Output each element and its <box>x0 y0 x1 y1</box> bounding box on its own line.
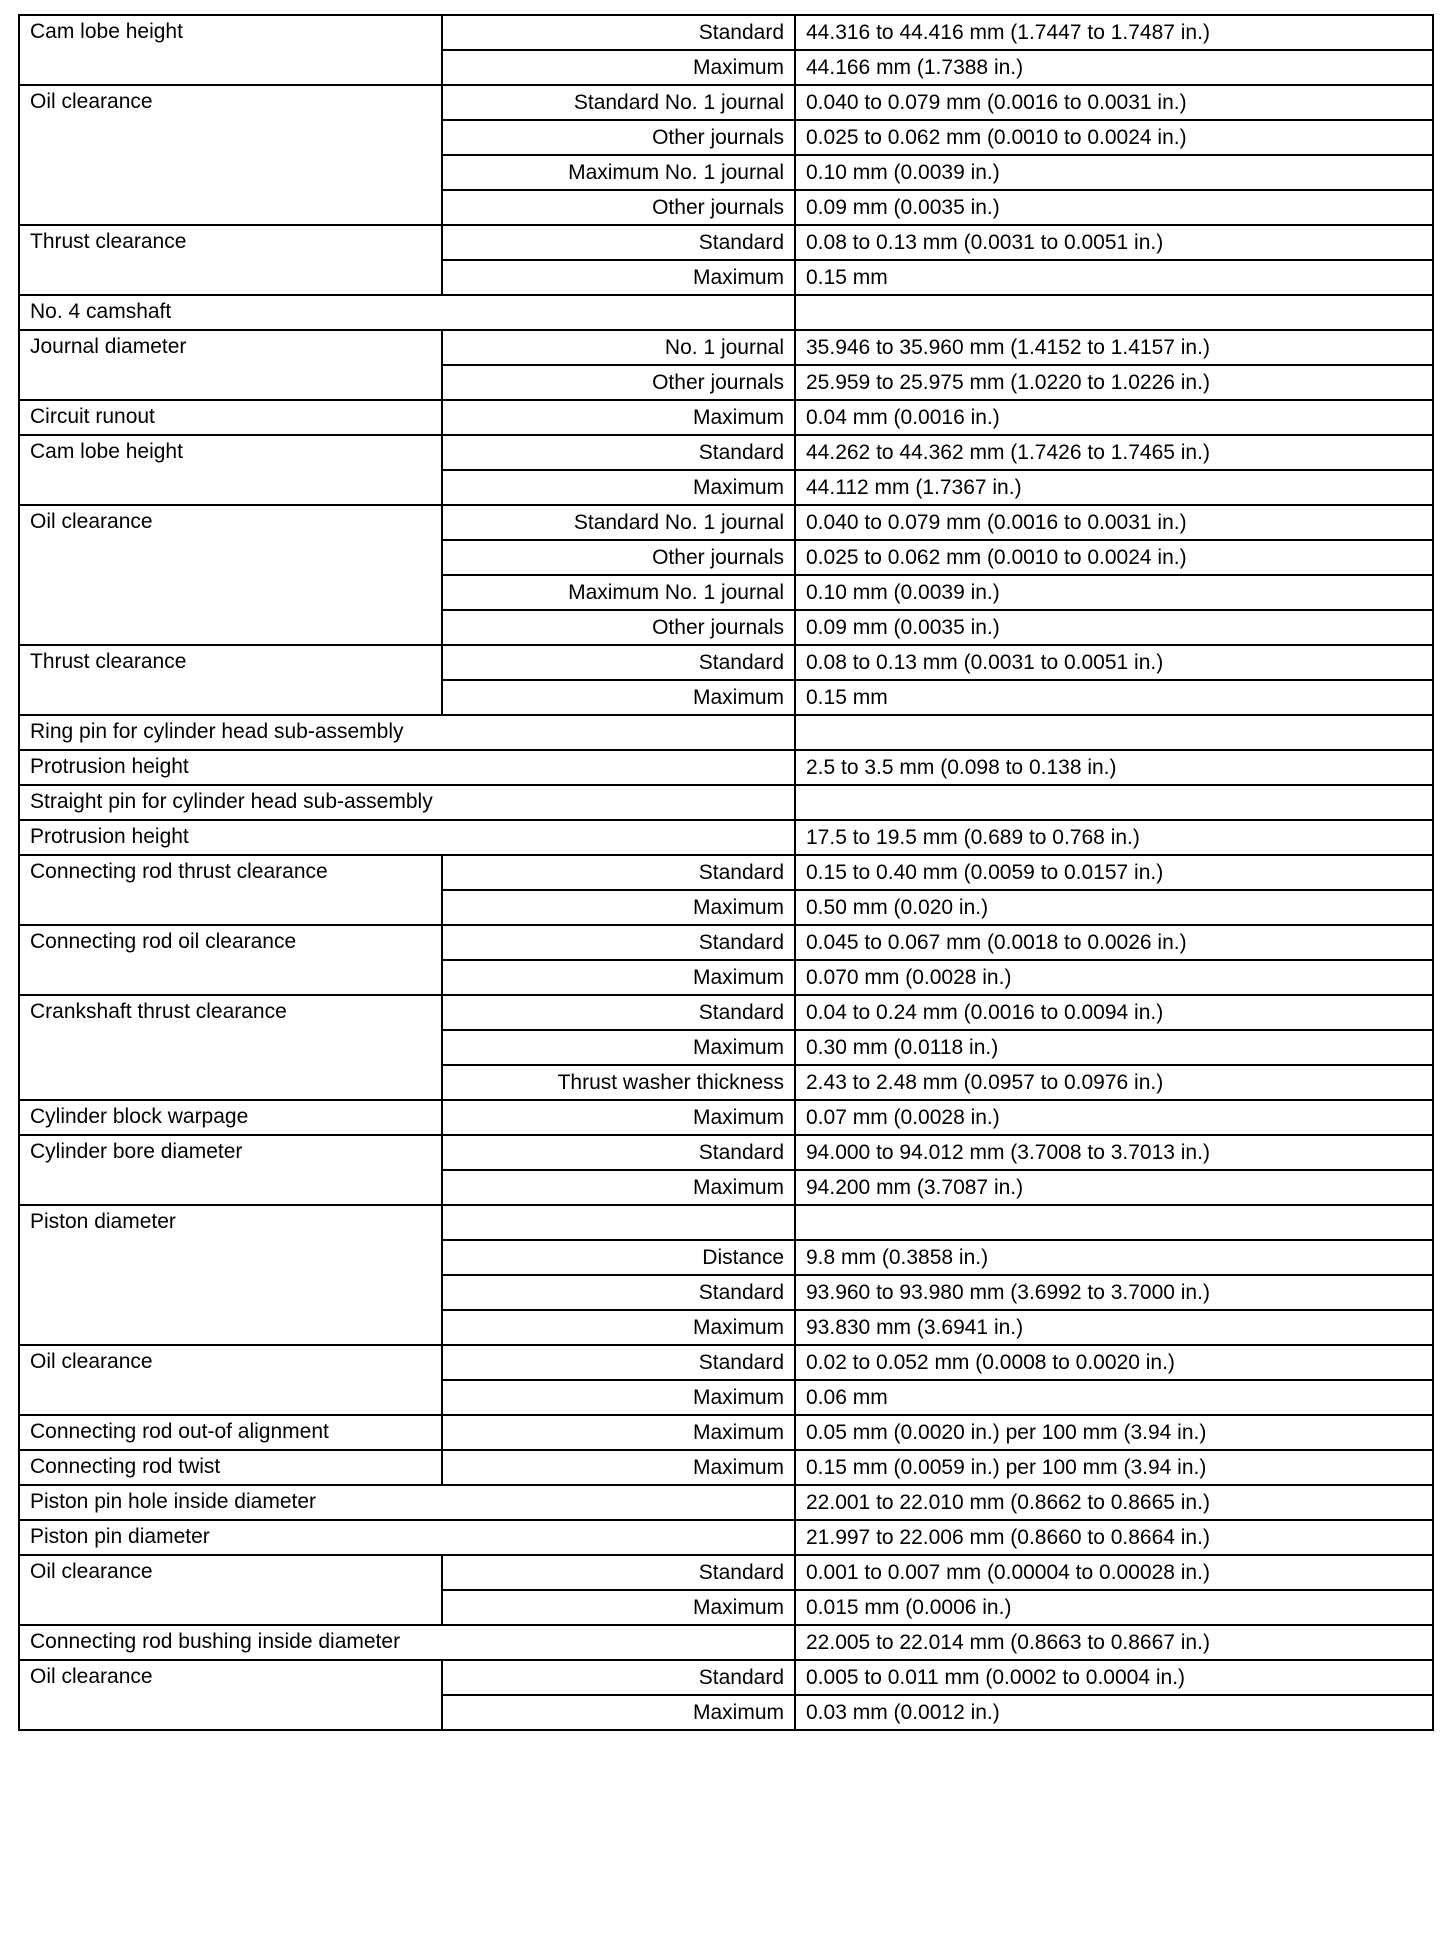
table-row <box>19 785 1433 820</box>
item-cell: Cylinder block warpage <box>19 1100 442 1135</box>
table-row <box>19 1485 1433 1520</box>
item-cell: Piston pin hole inside diameter <box>19 1485 795 1520</box>
value-cell: 0.04 mm (0.0016 in.) <box>795 400 1433 435</box>
condition-cell: Standard <box>442 15 795 50</box>
value-cell: 0.025 to 0.062 mm (0.0010 to 0.0024 in.) <box>795 120 1433 155</box>
value-cell: 44.316 to 44.416 mm (1.7447 to 1.7487 in.) <box>795 15 1433 50</box>
condition-cell: Maximum <box>442 960 795 995</box>
table-row <box>19 820 1433 855</box>
value-cell: 44.166 mm (1.7388 in.) <box>795 50 1433 85</box>
value-cell: 0.040 to 0.079 mm (0.0016 to 0.0031 in.) <box>795 505 1433 540</box>
condition-cell: No. 1 journal <box>442 330 795 365</box>
value-cell: 0.02 to 0.052 mm (0.0008 to 0.0020 in.) <box>795 1345 1433 1380</box>
value-cell: 0.09 mm (0.0035 in.) <box>795 190 1433 225</box>
condition-cell: Maximum <box>442 1310 795 1345</box>
condition-cell: Standard <box>442 1275 795 1310</box>
value-cell: 0.15 mm <box>795 680 1433 715</box>
condition-cell: Other journals <box>442 540 795 575</box>
condition-cell: Standard <box>442 1135 795 1170</box>
item-cell: Oil clearance <box>19 85 442 225</box>
item-cell: Circuit runout <box>19 400 442 435</box>
condition-cell: Maximum <box>442 680 795 715</box>
condition-cell: Standard No. 1 journal <box>442 85 795 120</box>
value-cell: 94.000 to 94.012 mm (3.7008 to 3.7013 in.) <box>795 1135 1433 1170</box>
value-cell: 0.040 to 0.079 mm (0.0016 to 0.0031 in.) <box>795 85 1433 120</box>
condition-cell: Other journals <box>442 120 795 155</box>
value-cell: 0.07 mm (0.0028 in.) <box>795 1100 1433 1135</box>
value-cell: 0.070 mm (0.0028 in.) <box>795 960 1433 995</box>
condition-cell: Other journals <box>442 365 795 400</box>
condition-cell: Other journals <box>442 610 795 645</box>
item-cell: Oil clearance <box>19 1345 442 1415</box>
value-cell: 0.05 mm (0.0020 in.) per 100 mm (3.94 in.) <box>795 1415 1433 1450</box>
spec-table-body <box>19 15 1433 1730</box>
item-cell: Journal diameter <box>19 330 442 400</box>
table-row <box>19 295 1433 330</box>
table-row <box>19 855 1433 890</box>
table-row <box>19 400 1433 435</box>
condition-cell <box>442 1205 795 1240</box>
condition-cell: Maximum <box>442 400 795 435</box>
value-cell: 21.997 to 22.006 mm (0.8660 to 0.8664 in.) <box>795 1520 1433 1555</box>
value-cell: 2.43 to 2.48 mm (0.0957 to 0.0976 in.) <box>795 1065 1433 1100</box>
condition-cell: Standard No. 1 journal <box>442 505 795 540</box>
value-cell <box>795 785 1433 820</box>
value-cell: 9.8 mm (0.3858 in.) <box>795 1240 1433 1275</box>
value-cell: 0.15 to 0.40 mm (0.0059 to 0.0157 in.) <box>795 855 1433 890</box>
value-cell: 22.001 to 22.010 mm (0.8662 to 0.8665 in.) <box>795 1485 1433 1520</box>
table-row <box>19 225 1433 260</box>
value-cell: 0.005 to 0.011 mm (0.0002 to 0.0004 in.) <box>795 1660 1433 1695</box>
table-row <box>19 1625 1433 1660</box>
condition-cell: Thrust washer thickness <box>442 1065 795 1100</box>
value-cell: 2.5 to 3.5 mm (0.098 to 0.138 in.) <box>795 750 1433 785</box>
value-cell <box>795 295 1433 330</box>
value-cell: 93.830 mm (3.6941 in.) <box>795 1310 1433 1345</box>
value-cell: 0.10 mm (0.0039 in.) <box>795 575 1433 610</box>
table-row <box>19 750 1433 785</box>
condition-cell: Standard <box>442 225 795 260</box>
condition-cell: Maximum <box>442 1380 795 1415</box>
condition-cell: Standard <box>442 645 795 680</box>
table-row <box>19 15 1433 50</box>
value-cell <box>795 715 1433 750</box>
table-row <box>19 1660 1433 1695</box>
condition-cell: Standard <box>442 855 795 890</box>
table-row <box>19 645 1433 680</box>
item-cell: Piston diameter <box>19 1205 442 1345</box>
condition-cell: Standard <box>442 995 795 1030</box>
item-cell: Connecting rod thrust clearance <box>19 855 442 925</box>
condition-cell: Distance <box>442 1240 795 1275</box>
value-cell <box>795 1205 1433 1240</box>
item-cell: Cam lobe height <box>19 15 442 85</box>
value-cell: 0.30 mm (0.0118 in.) <box>795 1030 1433 1065</box>
value-cell: 0.04 to 0.24 mm (0.0016 to 0.0094 in.) <box>795 995 1433 1030</box>
table-row <box>19 1135 1433 1170</box>
item-cell: Connecting rod bushing inside diameter <box>19 1625 795 1660</box>
table-row <box>19 1205 1433 1240</box>
condition-cell: Standard <box>442 1660 795 1695</box>
table-row <box>19 1555 1433 1590</box>
table-row <box>19 85 1433 120</box>
item-cell: Piston pin diameter <box>19 1520 795 1555</box>
table-row <box>19 330 1433 365</box>
condition-cell: Maximum <box>442 50 795 85</box>
item-cell: Crankshaft thrust clearance <box>19 995 442 1100</box>
table-row <box>19 505 1433 540</box>
value-cell: 0.09 mm (0.0035 in.) <box>795 610 1433 645</box>
condition-cell: Standard <box>442 1555 795 1590</box>
table-row <box>19 1345 1433 1380</box>
section-header-cell: No. 4 camshaft <box>19 295 795 330</box>
item-cell: Thrust clearance <box>19 645 442 715</box>
item-cell: Protrusion height <box>19 750 795 785</box>
item-cell: Thrust clearance <box>19 225 442 295</box>
spec-table <box>18 14 1434 1731</box>
condition-cell: Maximum <box>442 1100 795 1135</box>
condition-cell: Other journals <box>442 190 795 225</box>
condition-cell: Maximum <box>442 1030 795 1065</box>
section-header-cell: Ring pin for cylinder head sub-assembly <box>19 715 795 750</box>
value-cell: 0.045 to 0.067 mm (0.0018 to 0.0026 in.) <box>795 925 1433 960</box>
condition-cell: Maximum No. 1 journal <box>442 575 795 610</box>
value-cell: 0.03 mm (0.0012 in.) <box>795 1695 1433 1730</box>
condition-cell: Standard <box>442 435 795 470</box>
condition-cell: Maximum No. 1 journal <box>442 155 795 190</box>
section-header-cell: Straight pin for cylinder head sub-assembly <box>19 785 795 820</box>
condition-cell: Maximum <box>442 260 795 295</box>
value-cell: 0.15 mm (0.0059 in.) per 100 mm (3.94 in.) <box>795 1450 1433 1485</box>
condition-cell: Standard <box>442 1345 795 1380</box>
table-row <box>19 1100 1433 1135</box>
value-cell: 0.06 mm <box>795 1380 1433 1415</box>
value-cell: 0.50 mm (0.020 in.) <box>795 890 1433 925</box>
item-cell: Connecting rod twist <box>19 1450 442 1485</box>
value-cell: 0.15 mm <box>795 260 1433 295</box>
value-cell: 25.959 to 25.975 mm (1.0220 to 1.0226 in.) <box>795 365 1433 400</box>
table-row <box>19 435 1433 470</box>
table-row <box>19 715 1433 750</box>
value-cell: 44.262 to 44.362 mm (1.7426 to 1.7465 in.) <box>795 435 1433 470</box>
condition-cell: Maximum <box>442 890 795 925</box>
table-row <box>19 1520 1433 1555</box>
condition-cell: Maximum <box>442 1695 795 1730</box>
value-cell: 35.946 to 35.960 mm (1.4152 to 1.4157 in.) <box>795 330 1433 365</box>
value-cell: 0.001 to 0.007 mm (0.00004 to 0.00028 in.) <box>795 1555 1433 1590</box>
table-row <box>19 1450 1433 1485</box>
item-cell: Oil clearance <box>19 1660 442 1730</box>
item-cell: Connecting rod oil clearance <box>19 925 442 995</box>
value-cell: 0.025 to 0.062 mm (0.0010 to 0.0024 in.) <box>795 540 1433 575</box>
table-row <box>19 1415 1433 1450</box>
condition-cell: Maximum <box>442 1450 795 1485</box>
condition-cell: Standard <box>442 925 795 960</box>
table-row <box>19 925 1433 960</box>
table-row <box>19 995 1433 1030</box>
value-cell: 0.08 to 0.13 mm (0.0031 to 0.0051 in.) <box>795 225 1433 260</box>
item-cell: Oil clearance <box>19 1555 442 1625</box>
item-cell: Connecting rod out-of alignment <box>19 1415 442 1450</box>
item-cell: Cam lobe height <box>19 435 442 505</box>
item-cell: Protrusion height <box>19 820 795 855</box>
value-cell: 17.5 to 19.5 mm (0.689 to 0.768 in.) <box>795 820 1433 855</box>
item-cell: Cylinder bore diameter <box>19 1135 442 1205</box>
value-cell: 0.015 mm (0.0006 in.) <box>795 1590 1433 1625</box>
condition-cell: Maximum <box>442 470 795 505</box>
value-cell: 0.08 to 0.13 mm (0.0031 to 0.0051 in.) <box>795 645 1433 680</box>
value-cell: 44.112 mm (1.7367 in.) <box>795 470 1433 505</box>
condition-cell: Maximum <box>442 1590 795 1625</box>
value-cell: 94.200 mm (3.7087 in.) <box>795 1170 1433 1205</box>
condition-cell: Maximum <box>442 1170 795 1205</box>
value-cell: 22.005 to 22.014 mm (0.8663 to 0.8667 in.) <box>795 1625 1433 1660</box>
condition-cell: Maximum <box>442 1415 795 1450</box>
value-cell: 93.960 to 93.980 mm (3.6992 to 3.7000 in.) <box>795 1275 1433 1310</box>
value-cell: 0.10 mm (0.0039 in.) <box>795 155 1433 190</box>
item-cell: Oil clearance <box>19 505 442 645</box>
